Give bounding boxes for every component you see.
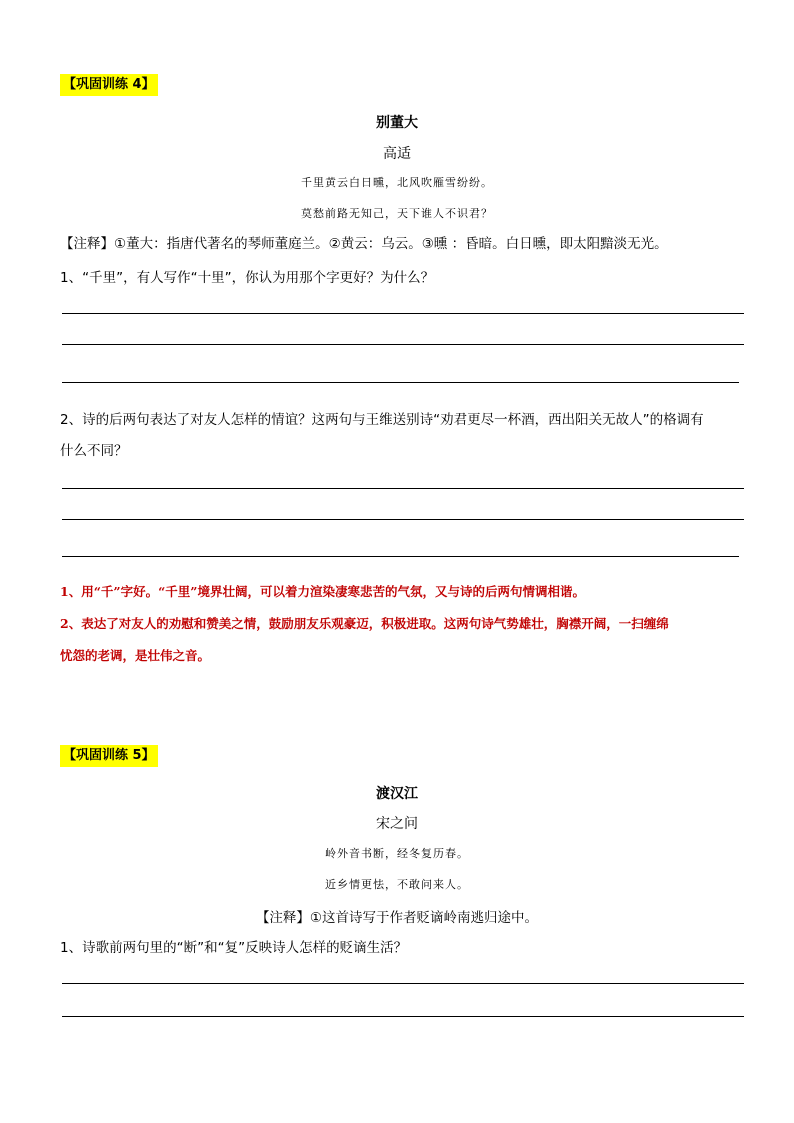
- answer-line: [62, 519, 744, 520]
- poem-verse: 近乡情更怯，不敢问来人。: [325, 878, 469, 891]
- poem-author: 高适: [383, 146, 411, 162]
- question-1: 1、“千里”，有人写作“十里”，你认为用那个字更好？为什么？: [60, 270, 435, 286]
- answer-line: [62, 488, 744, 489]
- answer-line: [62, 983, 744, 984]
- answer-line: [62, 344, 744, 345]
- question-2-continued: 什么不同？: [60, 443, 128, 459]
- annotation-note: 【注释】①董大：指唐代著名的琴师董庭兰。②黄云：乌云。③曛 ：昏暗。白日曛，即太阳黯淡无光。: [60, 236, 668, 252]
- answer-line: [62, 313, 744, 314]
- question-1: 1、诗歌前两句里的“断”和“复”反映诗人怎样的贬谪生活？: [60, 940, 408, 956]
- poem-title: 别董大: [376, 115, 418, 131]
- section-tag-4: 【巩固训练 4】: [60, 74, 158, 96]
- reference-answer-2: 2、表达了对友人的劝慰和赞美之情，鼓励朋友乐观豪迈，积极进取。这两句诗气势雄壮，胸襟开阔，一扫缠绵: [60, 616, 669, 631]
- reference-answer-1: 1、用“千”字好。“千里”境界壮阔，可以着力渲染凄寒悲苦的气氛，又与诗的后两句情调相谐。: [60, 584, 585, 599]
- answer-line: [62, 556, 739, 557]
- answer-line: [62, 1016, 744, 1017]
- reference-answer-2-continued: 忧怨的老调，是壮伟之音。: [60, 648, 211, 663]
- poem-title: 渡汉江: [376, 786, 418, 802]
- annotation-note: 【注释】①这首诗写于作者贬谪岭南逃归途中。: [255, 910, 539, 926]
- question-2: 2、诗的后两句表达了对友人怎样的情谊？这两句与王维送别诗“劝君更尽一杯酒，西出阳关无故人”的格调有: [60, 412, 704, 428]
- answer-line: [62, 382, 739, 383]
- poem-verse: 千里黄云白日曛，北风吹雁雪纷纷。: [301, 176, 493, 189]
- section-tag-5: 【巩固训练 5】: [60, 745, 158, 767]
- poem-verse: 莫愁前路无知己，天下谁人不识君？: [301, 207, 493, 220]
- poem-verse: 岭外音书断，经冬复历春。: [325, 847, 469, 860]
- poem-author: 宋之问: [376, 816, 418, 832]
